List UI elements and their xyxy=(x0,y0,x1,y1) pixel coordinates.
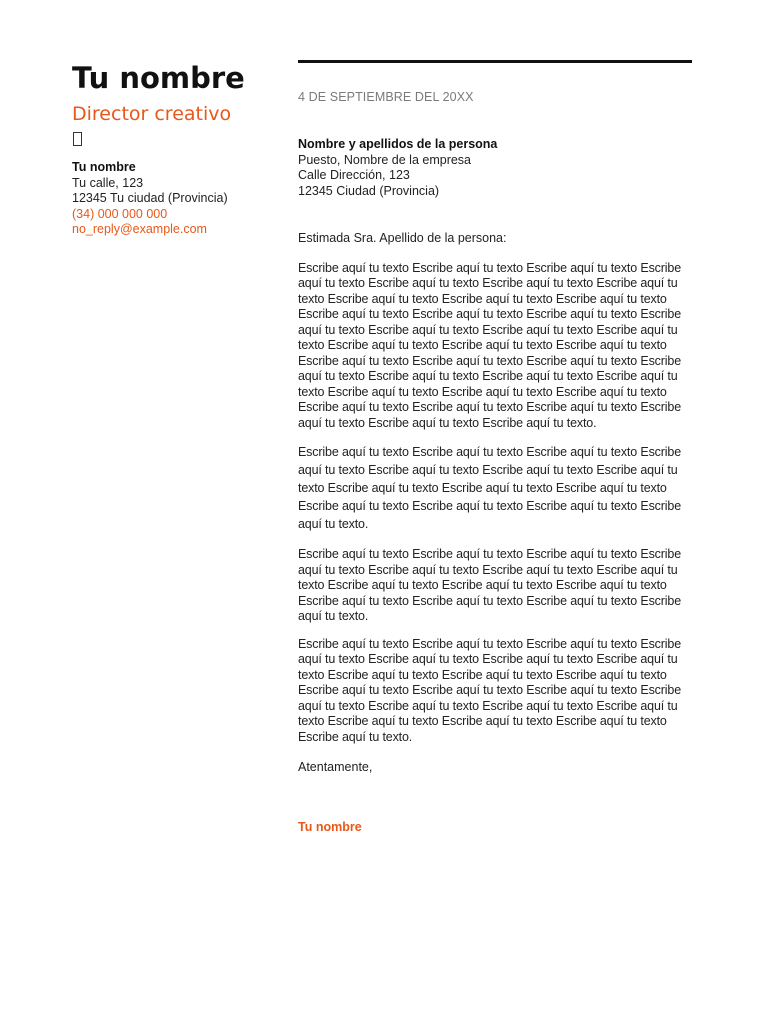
sender-city: 12345 Tu ciudad (Provincia) xyxy=(72,191,228,205)
letter-greeting: Estimada Sra. Apellido de la persona: xyxy=(298,231,507,245)
placeholder-glyph-icon xyxy=(73,132,82,146)
recipient-block xyxy=(298,137,690,199)
recipient-city: 12345 Ciudad (Provincia) xyxy=(298,183,440,198)
recipient-position-company: Puesto, Nombre de la empresa xyxy=(298,152,472,167)
letter-closing: Atentamente, xyxy=(298,760,373,774)
recipient-address: Calle Dirección, 123 xyxy=(298,168,410,182)
header-rule xyxy=(298,60,692,63)
recipient-name: Nombre y apellidos de la persona xyxy=(298,137,498,151)
sender-sidebar xyxy=(72,60,272,238)
letter-body xyxy=(298,89,690,776)
sender-contact-block xyxy=(72,160,272,238)
signature-name: Tu nombre xyxy=(298,820,362,834)
body-paragraph: Escribe aquí tu texto Escribe aquí tu texto Escribe aquí tu texto Escribe aquí tu texto Escribe aquí tu texto Escribe aquí tu texto Escribe aquí tu texto Escribe aquí tu texto Escribe aquí tu texto Escribe aquí tu texto Escribe aquí tu texto Escribe aquí tu texto Escribe aquí tu texto Escribe aquí tu texto Escribe aquí tu texto Escribe aquí tu texto Escribe aquí tu texto Escribe aquí tu texto Escribe aquí tu texto Escribe aquí tu texto Escribe aquí tu texto Escribe aquí tu texto Escribe aquí tu texto Escribe aquí tu texto Escribe aquí tu texto Escribe aquí tu texto Escribe aquí tu texto Escribe aquí tu texto Escribe aquí tu texto Escribe aquí tu texto Escribe aquí tu texto Escribe aquí tu texto Escribe aquí tu texto Escribe aquí tu texto Escribe aquí tu texto Escribe aquí tu texto. xyxy=(298,260,682,430)
body-paragraph: Escribe aquí tu texto Escribe aquí tu texto Escribe aquí tu texto Escribe aquí tu texto Escribe aquí tu texto Escribe aquí tu texto Escribe aquí tu texto Escribe aquí tu texto Escribe aquí tu texto Escribe aquí tu texto Escribe aquí tu texto Escribe aquí tu texto Escribe aquí tu texto Escribe aquí tu texto Escribe aquí tu texto Escribe aquí tu texto Escribe aquí tu texto Escribe aquí tu texto Escribe aquí tu texto Escribe aquí tu texto Escribe aquí tu texto. xyxy=(298,636,682,744)
sender-phone-link[interactable]: (34) 000 000 000 xyxy=(72,206,168,221)
sender-name-heading: Tu nombre xyxy=(72,61,245,95)
body-paragraph: Escribe aquí tu texto Escribe aquí tu texto Escribe aquí tu texto Escribe aquí tu texto Escribe aquí tu texto Escribe aquí tu texto Escribe aquí tu texto Escribe aquí tu texto Escribe aquí tu texto Escribe aquí tu texto Escribe aquí tu texto Escribe aquí tu texto Escribe aquí tu texto Escribe aquí tu texto. xyxy=(298,445,682,531)
sender-contact-name: Tu nombre xyxy=(72,160,136,174)
letter-date: 4 DE SEPTIEMBRE DEL 20XX xyxy=(298,90,474,104)
sender-job-title: Director creativo xyxy=(72,103,232,125)
sender-street: Tu calle, 123 xyxy=(72,175,144,190)
body-paragraph: Escribe aquí tu texto Escribe aquí tu texto Escribe aquí tu texto Escribe aquí tu texto Escribe aquí tu texto Escribe aquí tu texto Escribe aquí tu texto Escribe aquí tu texto Escribe aquí tu texto Escribe aquí tu texto Escribe aquí tu texto Escribe aquí tu texto Escribe aquí tu texto Escribe aquí tu texto. xyxy=(298,547,682,623)
sender-email-link[interactable]: no_reply@example.com xyxy=(72,222,207,236)
